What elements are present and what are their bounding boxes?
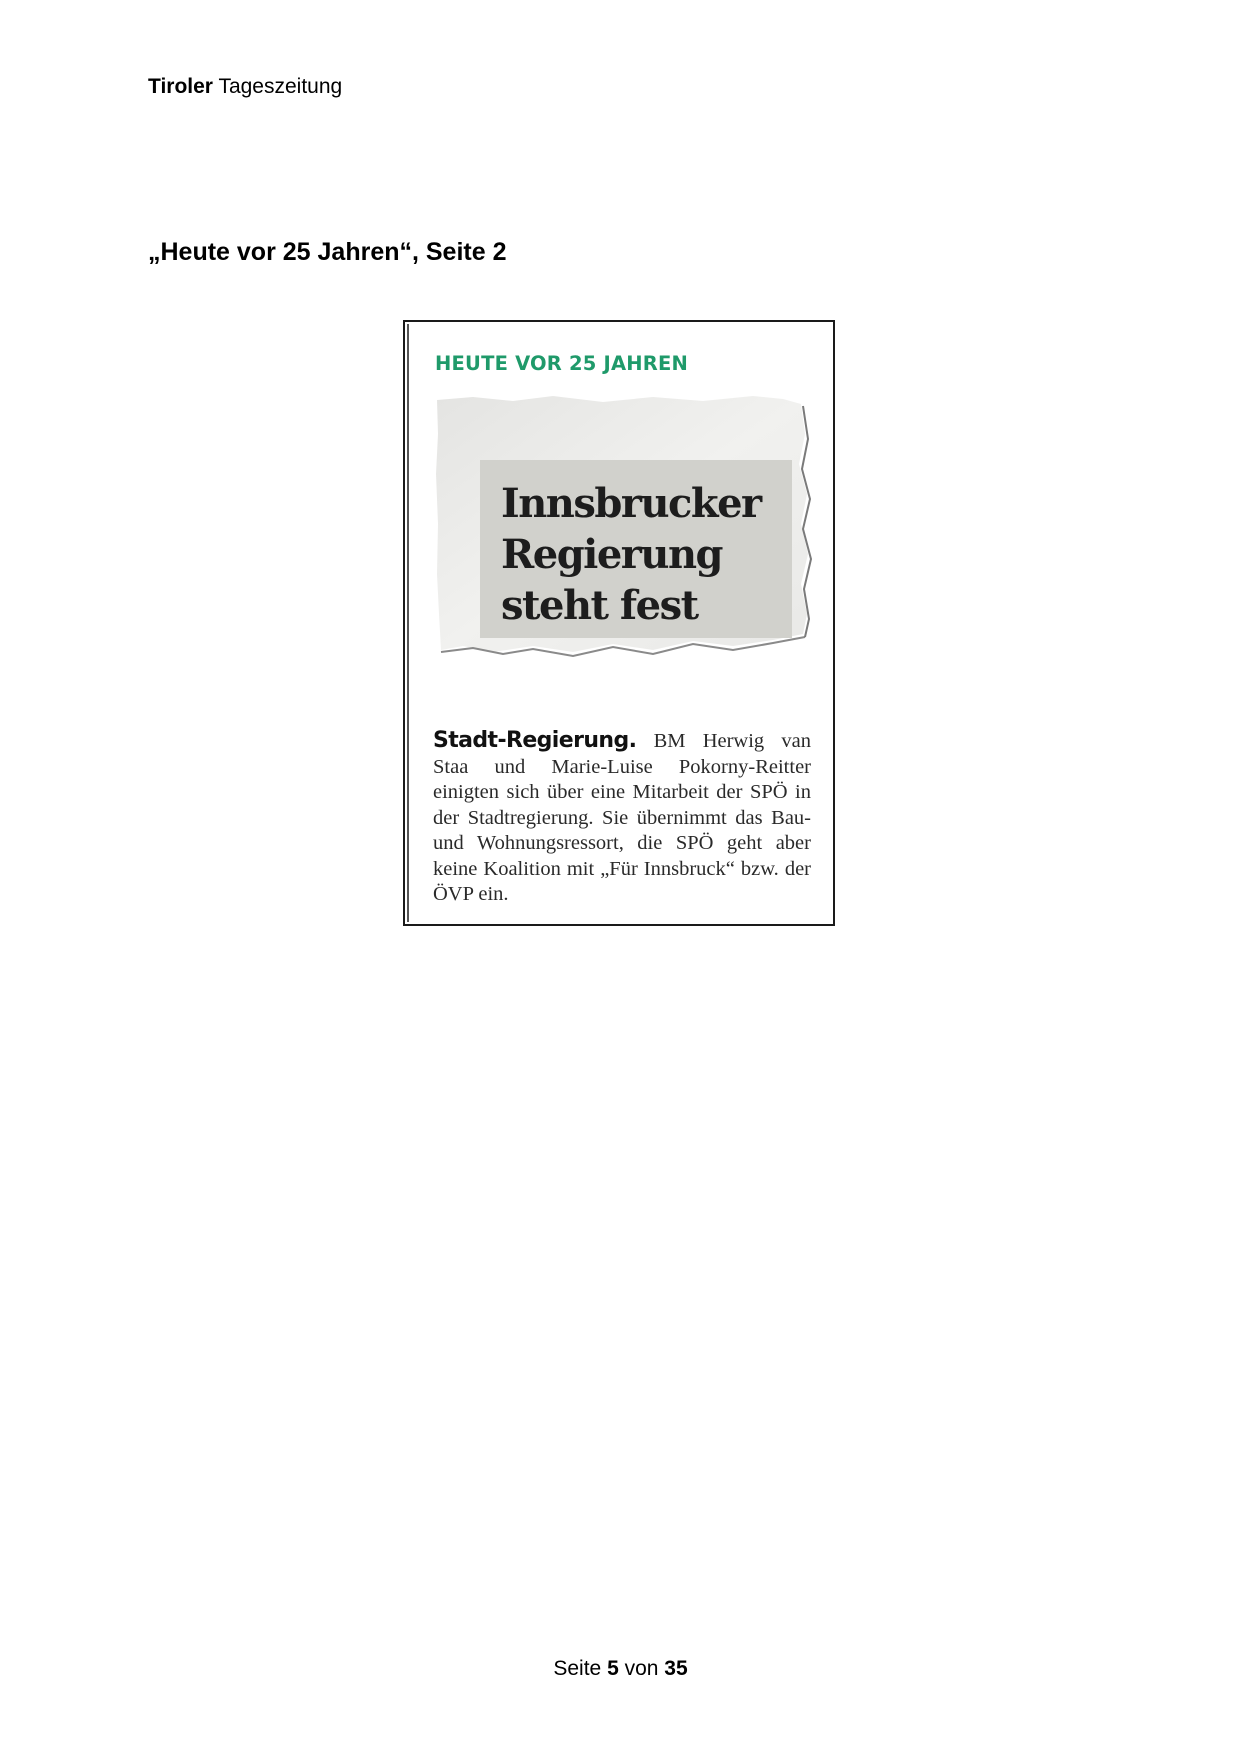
old-headline-box [480, 460, 792, 638]
article-body: BM Herwig van Staa und Marie-Luise Pokorny-Reitter einigten sich über eine Mitarbeit der SPÖ in der Stadtregierung. Sie übernimmt das Bau- und Wohnungsressort, die SPÖ geht aber keine Koalition mit „Für Innsbruck“ bzw. der ÖVP ein. [433, 730, 811, 905]
total-page-count: 35 [664, 1657, 688, 1680]
old-headline-line: Regierung [501, 531, 723, 578]
old-headline-line: steht fest [501, 582, 698, 629]
page-footer [0, 1654, 1241, 1684]
publication-name-rest: Tageszeitung [218, 75, 343, 98]
section-title: „Heute vor 25 Jahren“, Seite 2 [148, 238, 507, 266]
footer-prefix: Seite [553, 1657, 602, 1680]
article-lead: Stadt-Regierung. [433, 728, 637, 753]
publication-name-bold: Tiroler [148, 75, 213, 98]
newspaper-clipping [403, 320, 835, 926]
torn-paper-image [433, 394, 815, 684]
footer-middle: von [624, 1657, 659, 1680]
old-headline [501, 478, 761, 631]
clipping-kicker: HEUTE VOR 25 JAHREN [435, 352, 689, 375]
old-headline-line: Innsbrucker [501, 480, 761, 527]
article-text [433, 728, 811, 908]
publication-header [148, 72, 342, 102]
current-page-number: 5 [607, 1657, 619, 1680]
